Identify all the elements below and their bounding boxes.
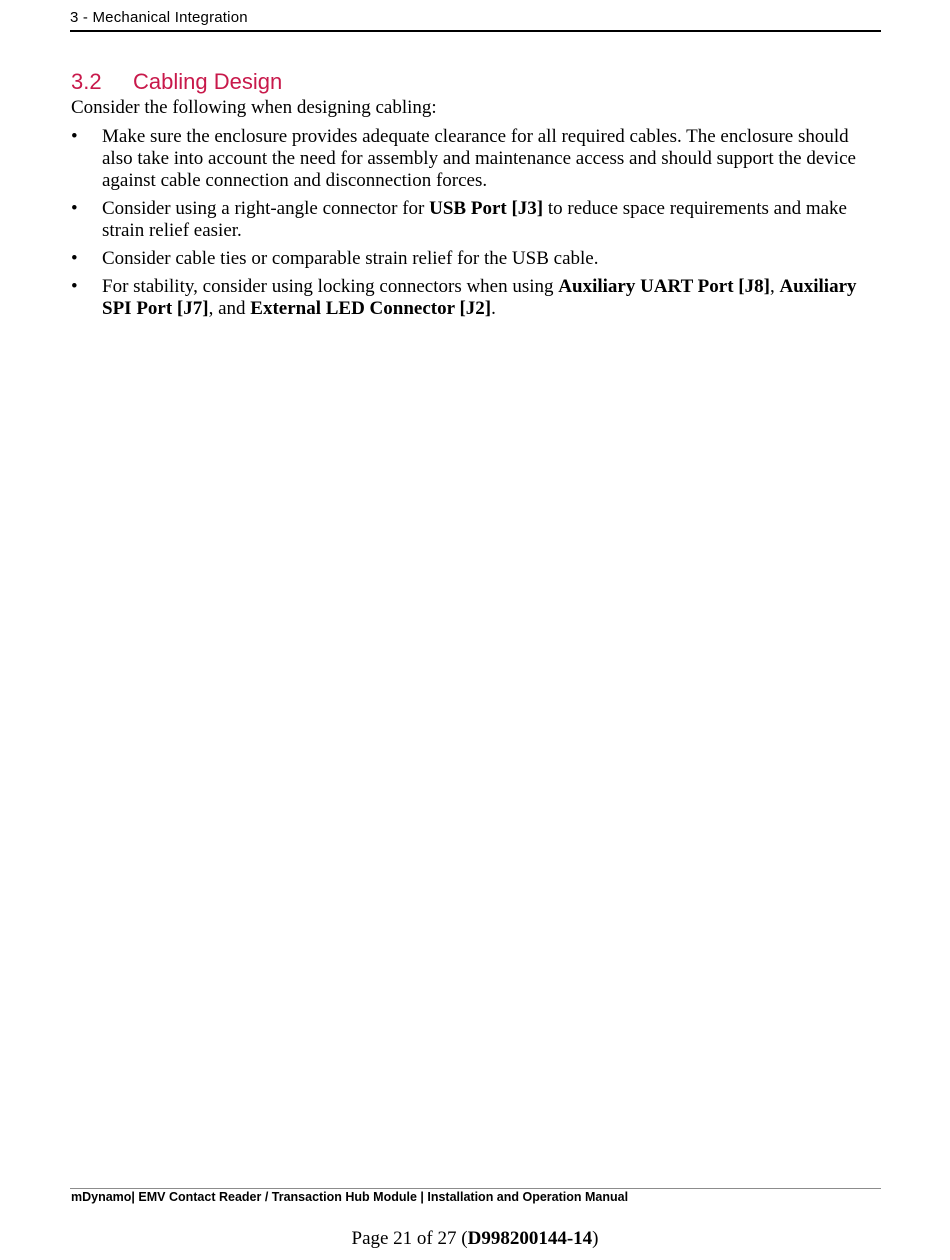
bullet-icon: • <box>71 276 78 297</box>
bullet-item-cable-ties <box>71 248 871 270</box>
intro-paragraph: Consider the following when designing cabling: <box>71 97 437 118</box>
bullet-icon: • <box>71 198 78 219</box>
section-number: 3.2 <box>71 69 102 94</box>
chapter-title: 3 - Mechanical Integration <box>70 9 248 26</box>
document-number: D998200144-14 <box>467 1228 593 1249</box>
bullet-icon: • <box>71 248 78 269</box>
running-header <box>70 8 881 32</box>
port-name-uart: Auxiliary UART Port [J8] <box>558 276 770 297</box>
bullet-text: For stability, consider using locking connectors when using <box>102 276 559 297</box>
page-number-suffix: ) <box>592 1228 599 1249</box>
bullet-text: Consider cable ties or comparable strain relief for the USB cable. <box>102 248 599 269</box>
port-name-spi: Auxiliary SPI Port [J7] <box>102 276 857 319</box>
bullet-text: , <box>769 276 780 297</box>
page-number-prefix: Page 21 of 27 ( <box>351 1228 468 1249</box>
section-heading <box>71 66 282 98</box>
footer-title: mDynamo| EMV Contact Reader / Transaction Hub Module | Installation and Operation Manual <box>71 1190 629 1204</box>
bullet-list <box>71 126 871 326</box>
page-number <box>0 1228 950 1250</box>
bullet-icon: • <box>71 126 78 147</box>
bullet-text: , and <box>208 298 251 319</box>
port-name-usb: USB Port [J3] <box>429 198 544 219</box>
bullet-text: . <box>491 298 496 319</box>
bullet-item-clearance <box>71 126 871 192</box>
port-name-led: External LED Connector [J2] <box>250 298 492 319</box>
bullet-item-right-angle-connector <box>71 198 871 242</box>
bullet-item-locking-connectors <box>71 276 871 320</box>
bullet-text: Consider using a right-angle connector for <box>102 198 430 219</box>
bullet-text: Make sure the enclosure provides adequate clearance for all required cables. The enclosure should also take into account the need for assembly and maintenance access and should support the device against cable connection and disconnection forces. <box>102 126 856 191</box>
bullet-text: to reduce space requirements and make strain relief easier. <box>102 198 847 241</box>
section-title: Cabling Design <box>133 69 283 94</box>
